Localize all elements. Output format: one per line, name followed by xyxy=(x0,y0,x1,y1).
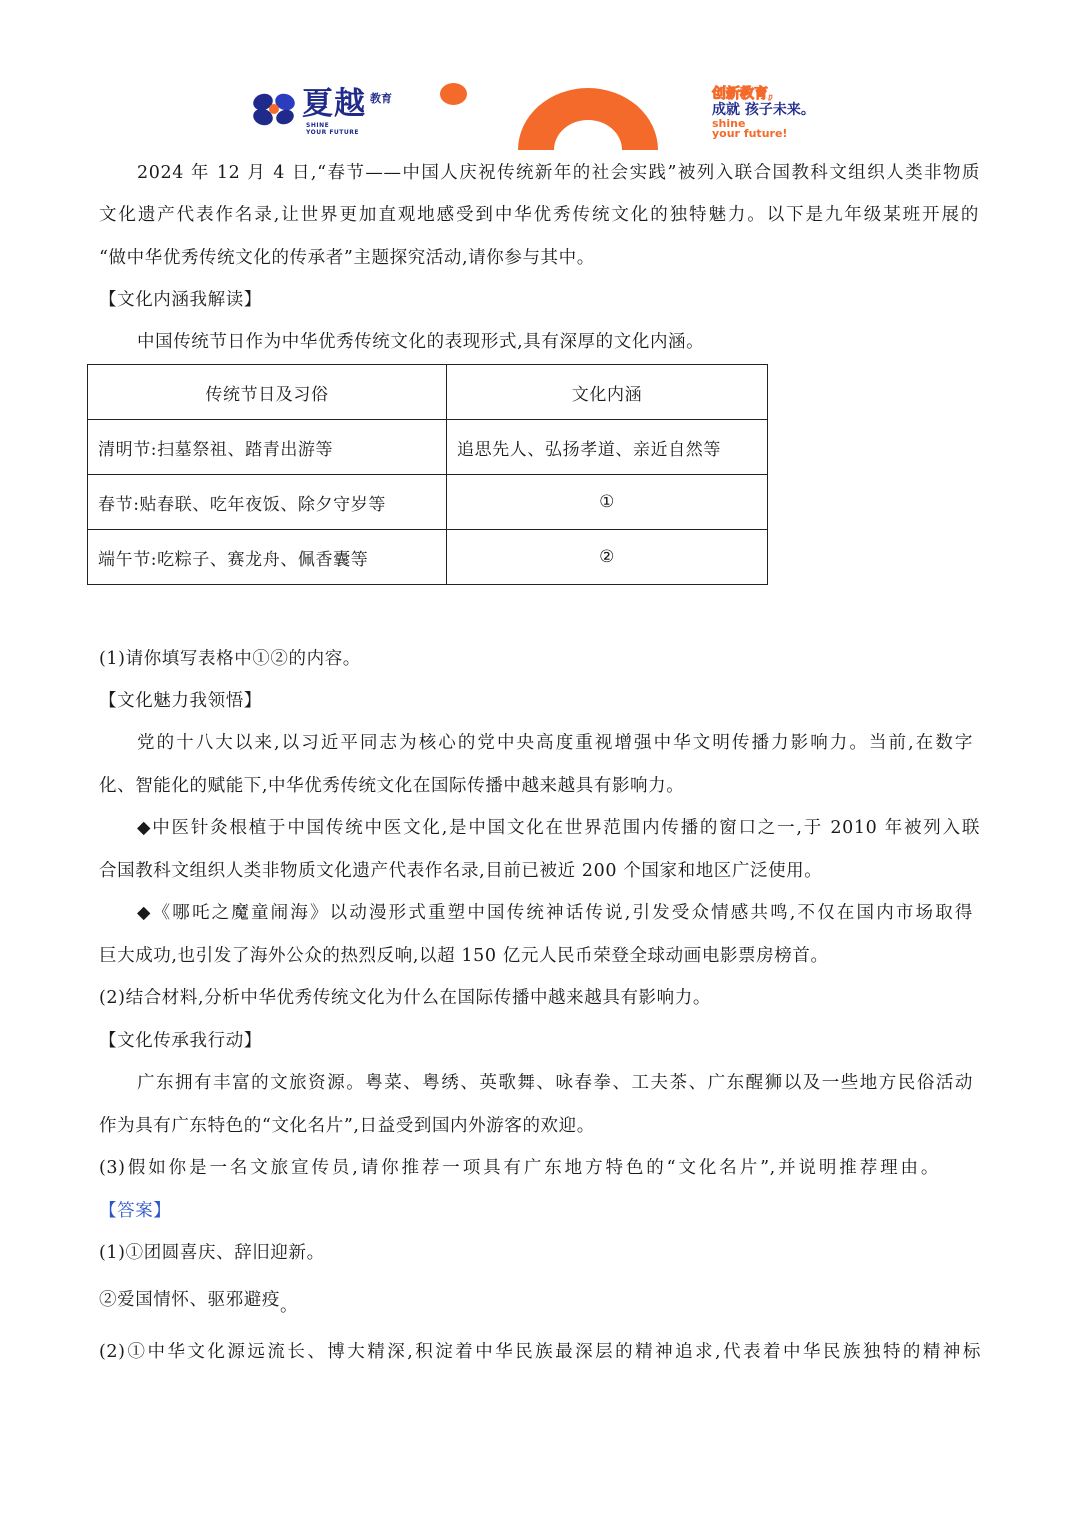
answer-1b-period: 。 xyxy=(280,1296,299,1316)
table-row xyxy=(88,420,768,475)
answer-label: 【答案】 xyxy=(99,1201,172,1221)
answer-1b-text: ②爱国情怀、驱邪避疫 xyxy=(99,1290,280,1310)
orange-dot-decoration xyxy=(440,83,467,105)
table-header-meaning: 文化内涵 xyxy=(447,365,768,420)
question-3: (3)假如你是一名文旅宣传员,请你推荐一项具有广东地方特色的“文化名片”,并说明推荐理由。 xyxy=(99,1158,939,1178)
table-cell-meaning: ① xyxy=(447,475,768,530)
section2-para3-line-1: ◆《哪吒之魔童闹海》以动漫形式重塑中国传统神话传说,引发受众情感共鸣,不仅在国内市场取得 xyxy=(137,903,973,923)
table-row xyxy=(88,475,768,530)
question-2: (2)结合材料,分析中华优秀传统文化为什么在国际传播中越来越具有影响力。 xyxy=(99,988,711,1008)
answer-2: (2)①中华文化源远流长、博大精深,积淀着中华民族最深层的精神追求,代表着中华民族独特的精神标 xyxy=(99,1342,981,1362)
table-row xyxy=(88,530,768,585)
logo-chinese-sub: 教育 xyxy=(370,92,392,105)
answer-1a: (1)①团圆喜庆、辞旧迎新。 xyxy=(99,1243,325,1263)
logo-chinese-name: 夏越 xyxy=(302,86,366,122)
orange-arch-decoration xyxy=(518,88,658,150)
logo-english-line-1: SHINE xyxy=(306,122,330,129)
section2-heading: 【文化魅力我领悟】 xyxy=(99,691,262,711)
slogan-line-4: your future! xyxy=(712,127,788,140)
slogan-line-2: 成就 孩子未来。 xyxy=(712,102,815,118)
logo-english-line-2: YOUR FUTURE xyxy=(306,129,359,136)
intro-line-2: 文化遗产代表作名录,让世界更加直观地感受到中华优秀传统文化的独特魅力。以下是九年级某班开展的 xyxy=(99,205,979,225)
table-cell-festival: 清明节:扫墓祭祖、踏青出游等 xyxy=(88,420,447,475)
logo-english-text xyxy=(306,122,376,136)
table-header-festival: 传统节日及习俗 xyxy=(88,365,447,420)
table-cell-meaning: ② xyxy=(447,530,768,585)
answer-1b xyxy=(99,1288,299,1316)
table-cell-meaning: 追思先人、弘扬孝道、亲近自然等 xyxy=(447,420,768,475)
section1-lead: 中国传统节日作为中华优秀传统文化的表现形式,具有深厚的文化内涵。 xyxy=(137,332,705,352)
slogan-line-3: shine xyxy=(712,117,746,130)
section2-para1-line-1: 党的十八大以来,以习近平同志为核心的党中央高度重视增强中华文明传播力影响力。当前,在数字 xyxy=(137,733,973,753)
section3-heading: 【文化传承我行动】 xyxy=(99,1031,262,1051)
intro-line-1: 2024 年 12 月 4 日,“春节——中国人庆祝传统新年的社会实践”被列入联合国教科文组织人类非物质 xyxy=(137,163,980,183)
question-1: (1)请你填写表格中①②的内容。 xyxy=(99,649,361,669)
table-cell-festival: 端午节:吃粽子、赛龙舟、佩香囊等 xyxy=(88,530,447,585)
xiayue-flower-logo-icon xyxy=(252,90,298,128)
table-cell-festival: 春节:贴春联、吃年夜饭、除夕守岁等 xyxy=(88,475,447,530)
section1-heading: 【文化内涵我解读】 xyxy=(99,290,262,310)
page-header xyxy=(0,0,1080,150)
intro-line-3: “做中华优秀传统文化的传承者”主题探究活动,请你参与其中。 xyxy=(99,248,595,268)
section2-para1-line-2: 化、智能化的赋能下,中华优秀传统文化在国际传播中越来越具有影响力。 xyxy=(99,776,685,796)
section3-para-line-1: 广东拥有丰富的文旅资源。粤菜、粤绣、英歌舞、咏春拳、工夫茶、广东醒狮以及一些地方民俗活动 xyxy=(137,1073,973,1093)
festival-culture-table xyxy=(87,364,768,585)
table-header-row xyxy=(88,365,768,420)
section2-para2-line-1: ◆中医针灸根植于中国传统中医文化,是中国文化在世界范围内传播的窗口之一,于 2010 年被列入联 xyxy=(137,818,980,838)
slogan-line-1: 创新教育, xyxy=(712,86,774,102)
section2-para3-line-2: 巨大成功,也引发了海外公众的热烈反响,以超 150 亿元人民币荣登全球动画电影票房榜首。 xyxy=(99,946,829,966)
section2-para2-line-2: 合国教科文组织人类非物质文化遗产代表作名录,目前已被近 200 个国家和地区广泛使用。 xyxy=(99,861,823,881)
section3-para-line-2: 作为具有广东特色的“文化名片”,日益受到国内外游客的欢迎。 xyxy=(99,1116,595,1136)
